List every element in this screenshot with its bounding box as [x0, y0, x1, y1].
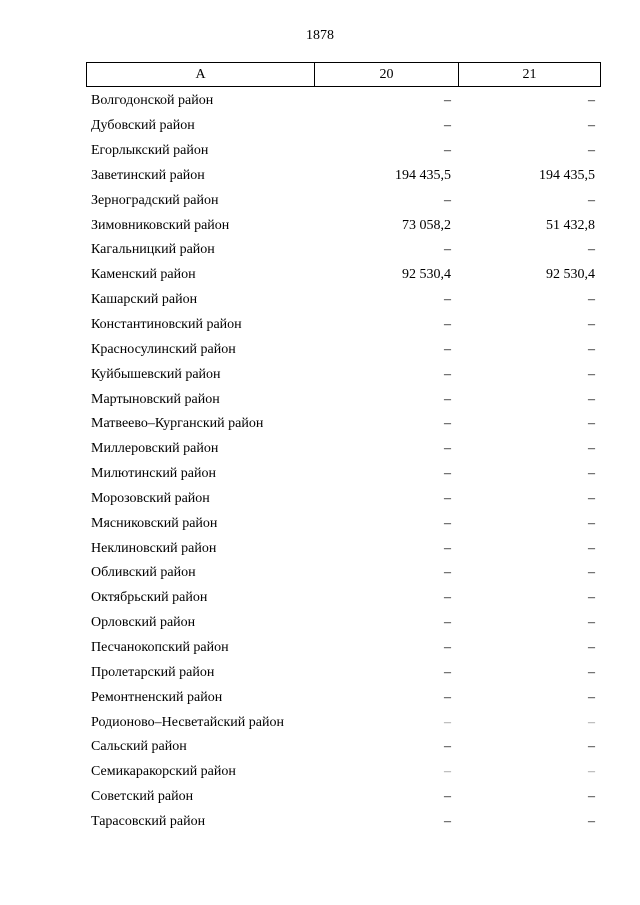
value-col-20-cell: 73 058,2	[402, 217, 451, 233]
value-col-20-cell: –	[444, 590, 451, 606]
table-row	[86, 139, 601, 164]
table-row	[86, 114, 601, 139]
value-col-20-cell: –	[444, 143, 451, 159]
district-name-cell: Октябрьский район	[91, 590, 208, 606]
value-col-20-cell: –	[444, 317, 451, 333]
district-name-cell: Волгодонской район	[91, 93, 214, 109]
value-col-21-cell: –	[588, 416, 595, 432]
table-row	[86, 586, 601, 611]
value-col-21-cell: –	[588, 764, 595, 780]
district-name-cell: Обливский район	[91, 565, 196, 581]
value-col-20-cell: –	[444, 739, 451, 755]
district-name-cell: Каменский район	[91, 267, 196, 283]
table-row	[86, 337, 601, 362]
table-row	[86, 462, 601, 487]
table-row	[86, 511, 601, 536]
value-col-20-cell: –	[444, 764, 451, 780]
value-col-21-cell: –	[588, 813, 595, 829]
value-col-20-cell: –	[444, 366, 451, 382]
district-name-cell: Красносулинский район	[91, 341, 236, 357]
table-row	[86, 710, 601, 735]
value-col-20-cell: –	[444, 714, 451, 730]
value-col-21-cell: –	[588, 590, 595, 606]
value-col-21-cell: –	[588, 664, 595, 680]
value-col-20-cell: –	[444, 292, 451, 308]
value-col-20-cell: –	[444, 664, 451, 680]
value-col-21-cell: –	[588, 93, 595, 109]
district-name-cell: Милютинский район	[91, 466, 217, 482]
table-row	[86, 809, 601, 834]
table-row	[86, 760, 601, 785]
district-name-cell: Мясниковский район	[91, 515, 218, 531]
value-col-21-cell: –	[588, 615, 595, 631]
value-col-21-cell: –	[588, 292, 595, 308]
value-col-20-cell: –	[444, 416, 451, 432]
value-col-20-cell: 92 530,4	[402, 267, 451, 283]
district-name-cell: Ремонтненский район	[91, 689, 223, 705]
district-name-cell: Дубовский район	[91, 118, 195, 134]
district-name-cell: Пролетарский район	[91, 664, 215, 680]
table-row	[86, 288, 601, 313]
district-name-cell: Сальский район	[91, 739, 187, 755]
district-name-cell: Орловский район	[91, 615, 196, 631]
value-col-21-cell: –	[588, 739, 595, 755]
table-row	[86, 636, 601, 661]
district-name-cell: Миллеровский район	[91, 441, 219, 457]
table-row	[86, 89, 601, 114]
value-col-20-cell: –	[444, 813, 451, 829]
value-col-21-cell: –	[588, 441, 595, 457]
value-col-20-cell: –	[444, 689, 451, 705]
value-col-20-cell: –	[444, 490, 451, 506]
value-col-20-cell: –	[444, 118, 451, 134]
table-row	[86, 313, 601, 338]
table-row	[86, 164, 601, 189]
value-col-21-cell: –	[588, 540, 595, 556]
value-col-20-cell: –	[444, 615, 451, 631]
district-name-cell: Советский район	[91, 789, 194, 805]
district-name-cell: Кашарский район	[91, 292, 198, 308]
value-col-21-cell: 194 435,5	[539, 167, 595, 183]
value-col-20-cell: –	[444, 515, 451, 531]
value-col-20-cell: –	[444, 565, 451, 581]
value-col-21-cell: 51 432,8	[546, 217, 595, 233]
district-name-cell: Матвеево–Курганский район	[91, 416, 264, 432]
district-name-cell: Песчанокопский район	[91, 639, 229, 655]
value-col-20-cell: 194 435,5	[395, 167, 451, 183]
value-col-20-cell: –	[444, 466, 451, 482]
table-row	[86, 660, 601, 685]
table-row	[86, 437, 601, 462]
value-col-21-cell: –	[588, 466, 595, 482]
table-row	[86, 412, 601, 437]
district-name-cell: Заветинский район	[91, 167, 205, 183]
table-row	[86, 387, 601, 412]
table-row	[86, 188, 601, 213]
value-col-20-cell: –	[444, 391, 451, 407]
value-col-20-cell: –	[444, 540, 451, 556]
district-name-cell: Кагальницкий район	[91, 242, 215, 258]
value-col-21-cell: –	[588, 391, 595, 407]
table-header-row	[86, 62, 601, 87]
table-row	[86, 611, 601, 636]
value-col-20-cell: –	[444, 789, 451, 805]
district-name-cell: Тарасовский район	[91, 813, 206, 829]
value-col-21-cell: –	[588, 490, 595, 506]
value-col-21-cell: –	[588, 317, 595, 333]
table-row	[86, 536, 601, 561]
district-name-cell: Неклиновский район	[91, 540, 217, 556]
table-row	[86, 238, 601, 263]
district-name-cell: Мартыновский район	[91, 391, 220, 407]
district-name-cell: Константиновский район	[91, 317, 242, 333]
value-col-21-cell: –	[588, 714, 595, 730]
column-header-a: А	[195, 66, 206, 82]
value-col-21-cell: –	[588, 341, 595, 357]
table-row	[86, 362, 601, 387]
value-col-21-cell: –	[588, 689, 595, 705]
value-col-20-cell: –	[444, 341, 451, 357]
district-name-cell: Зерноградский район	[91, 192, 219, 208]
table-row	[86, 785, 601, 810]
table-row	[86, 263, 601, 288]
value-col-21-cell: –	[588, 143, 595, 159]
district-name-cell: Семикаракорский район	[91, 764, 236, 780]
district-name-cell: Морозовский район	[91, 490, 210, 506]
value-col-21-cell: –	[588, 242, 595, 258]
district-name-cell: Егорлыкский район	[91, 143, 209, 159]
district-name-cell: Родионово–Несветайский район	[91, 714, 284, 730]
column-header-21: 21	[458, 63, 600, 86]
value-col-21-cell: –	[588, 118, 595, 134]
value-col-21-cell: –	[588, 639, 595, 655]
table-row	[86, 487, 601, 512]
column-header-20: 20	[314, 63, 458, 86]
table-body	[86, 89, 601, 834]
value-col-21-cell: –	[588, 789, 595, 805]
value-col-20-cell: –	[444, 93, 451, 109]
table-row	[86, 685, 601, 710]
district-name-cell: Зимовниковский район	[91, 217, 230, 233]
value-col-21-cell: –	[588, 192, 595, 208]
table-row	[86, 735, 601, 760]
value-col-21-cell: –	[588, 565, 595, 581]
value-col-20-cell: –	[444, 192, 451, 208]
page-number: 1878	[306, 28, 334, 43]
data-table	[86, 62, 601, 834]
value-col-21-cell: –	[588, 515, 595, 531]
value-col-21-cell: –	[588, 366, 595, 382]
table-row	[86, 561, 601, 586]
value-col-20-cell: –	[444, 242, 451, 258]
table-row	[86, 213, 601, 238]
value-col-20-cell: –	[444, 441, 451, 457]
value-col-21-cell: 92 530,4	[546, 267, 595, 283]
value-col-20-cell: –	[444, 639, 451, 655]
district-name-cell: Куйбышевский район	[91, 366, 221, 382]
